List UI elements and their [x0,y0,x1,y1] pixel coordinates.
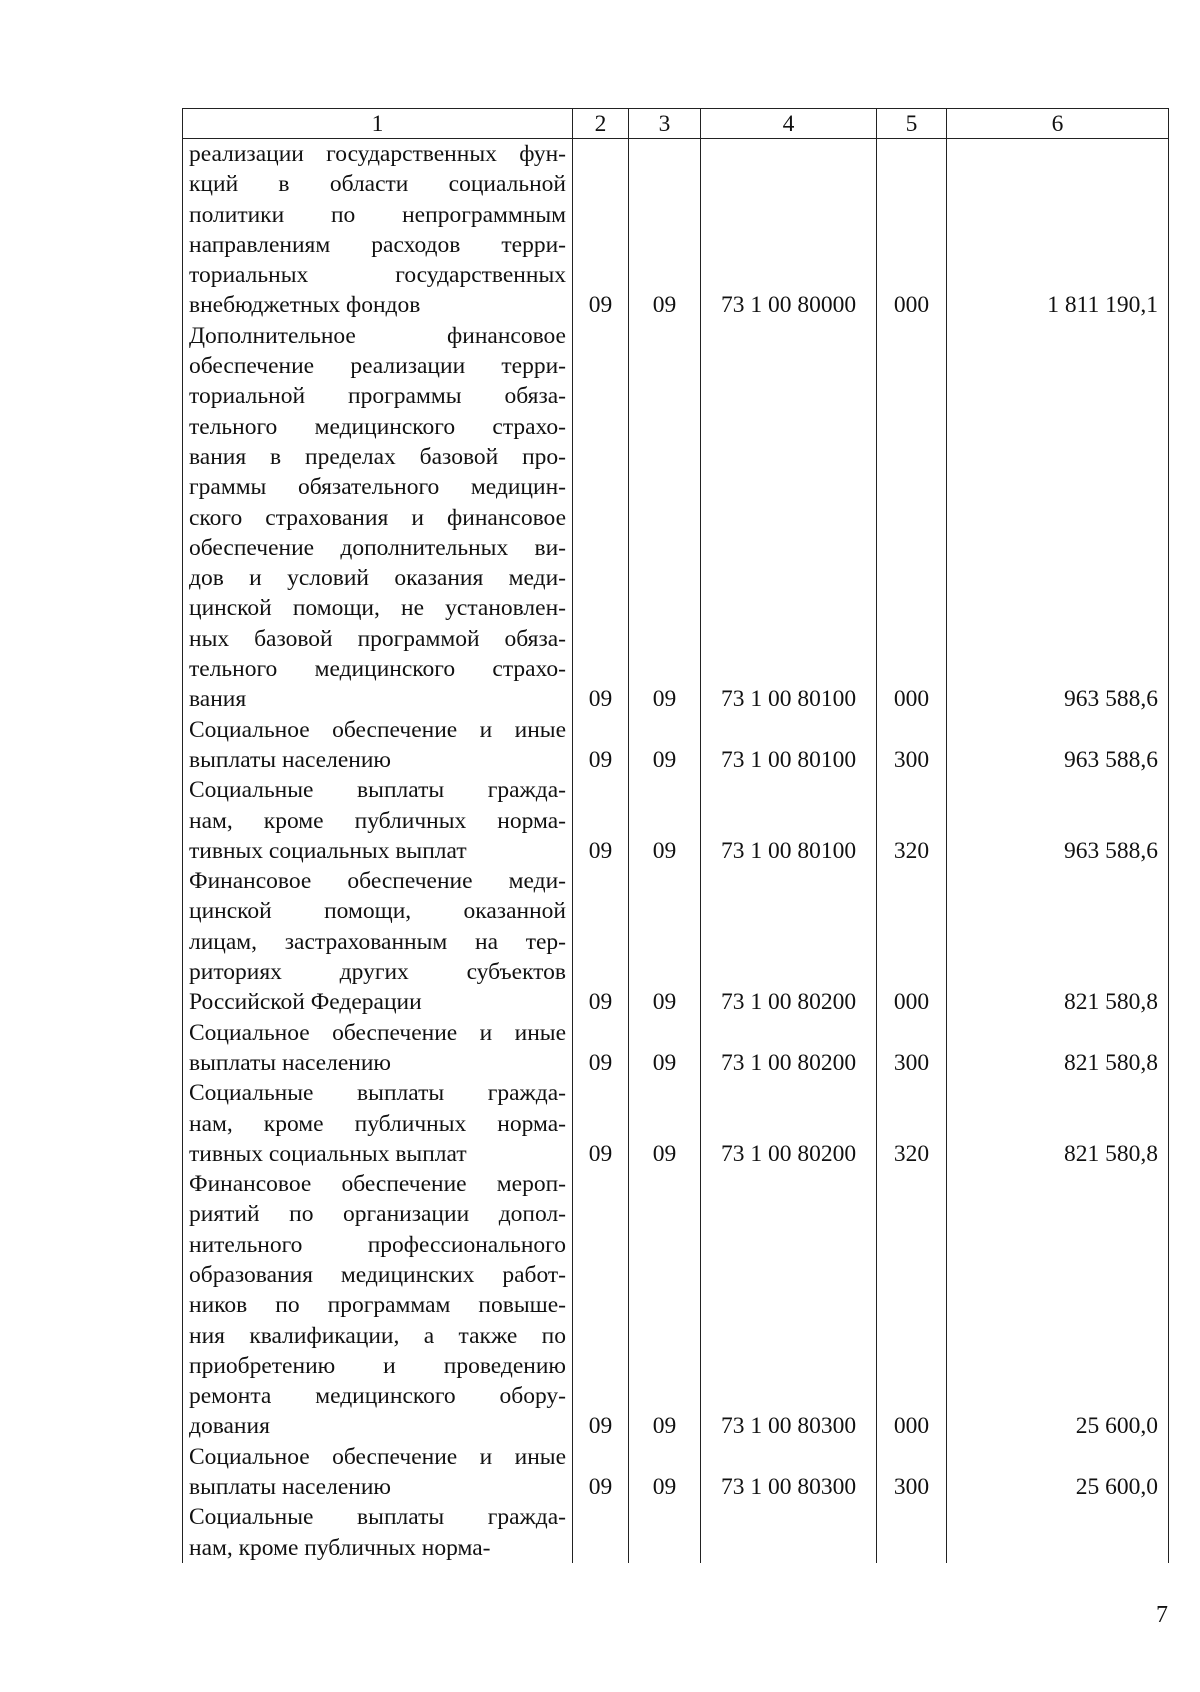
row-name-line: ского страхования и финансовое [189,504,566,531]
row-name-line: тельного медицинского страхо- [189,413,566,440]
section-code-cell: 09 [573,866,629,1017]
amount-cell [947,1502,1169,1563]
row-name-line: цинской помощи, не установлен- [189,595,566,622]
target-article-cell: 73 1 00 80000 [701,139,877,321]
row-name-line: вания [189,686,247,713]
row-name-line: Социальное обеспечение и иные [189,716,566,743]
row-name-line: Социальные выплаты гражда- [189,1080,566,1107]
row-name-line: тивных социальных выплат [189,1140,467,1167]
target-article-cell: 73 1 00 80300 [701,1169,877,1442]
row-name-line: ремонта медицинского обору- [189,1383,566,1410]
row-name-line: цинской помощи, оказанной [189,898,566,925]
row-name-cell [183,775,573,866]
row-name-line: нительного профессионального [189,1231,566,1258]
row-name-line: выплаты населению [189,1049,391,1076]
budget-table [182,108,1169,1563]
row-name-line: приобретению и проведению [189,1352,566,1379]
table-row [183,1502,1169,1563]
row-name-cell [183,715,573,776]
row-name-line: нам, кроме публичных норма- [189,807,566,834]
section-code-cell: 09 [573,321,629,715]
row-name-line: Финансовое обеспечение меди- [189,868,566,895]
column-header-1: 1 [183,109,573,139]
row-name-line: выплаты населению [189,1474,391,1501]
row-name-line: Финансовое обеспечение мероп- [189,1171,566,1198]
target-article-cell: 73 1 00 80100 [701,321,877,715]
row-name-cell [183,1502,573,1563]
subsection-code-cell: 09 [629,139,701,321]
section-code-cell: 09 [573,1018,629,1079]
row-name-line: ников по программам повыше- [189,1292,566,1319]
amount-cell: 821 580,8 [947,866,1169,1017]
subsection-code-cell: 09 [629,321,701,715]
row-name-line: Дополнительное финансовое [189,322,566,349]
expense-type-cell: 300 [877,715,947,776]
header-row [183,109,1169,139]
subsection-code-cell: 09 [629,866,701,1017]
row-name-line: Российской Федерации [189,989,422,1016]
row-name-line: нам, кроме публичных норма- [189,1534,491,1561]
row-name-cell [183,1169,573,1442]
target-article-cell [701,1502,877,1563]
target-article-cell: 73 1 00 80300 [701,1442,877,1503]
section-code-cell: 09 [573,139,629,321]
expense-type-cell: 000 [877,321,947,715]
row-name-line: ториальных государственных [189,262,566,289]
expense-type-cell: 000 [877,866,947,1017]
column-header-4: 4 [701,109,877,139]
row-name-line: ториальной программы обяза- [189,383,566,410]
row-name-line: Социальные выплаты гражда- [189,777,566,804]
row-name-line: обеспечение реализации терри- [189,353,566,380]
row-name-cell [183,321,573,715]
subsection-code-cell: 09 [629,1018,701,1079]
expense-type-cell: 300 [877,1442,947,1503]
section-code-cell: 09 [573,1169,629,1442]
section-code-cell: 09 [573,775,629,866]
row-name-line: Социальное обеспечение и иные [189,1443,566,1470]
column-header-2: 2 [573,109,629,139]
row-name-cell [183,139,573,321]
table-row [183,775,1169,866]
expense-type-cell [877,1502,947,1563]
table-row [183,321,1169,715]
amount-cell: 1 811 190,1 [947,139,1169,321]
table-row [183,1078,1169,1169]
table-header [183,109,1169,139]
row-name-line: риториях других субъектов [189,959,566,986]
row-name-line: тивных социальных выплат [189,837,467,864]
row-name-line: ния квалификации, а также по [189,1322,566,1349]
row-name-cell [183,1078,573,1169]
subsection-code-cell [629,1502,701,1563]
expense-type-cell: 300 [877,1018,947,1079]
expense-type-cell: 000 [877,1169,947,1442]
row-name-line: вания в пределах базовой про- [189,443,566,470]
target-article-cell: 73 1 00 80200 [701,1078,877,1169]
amount-cell: 963 588,6 [947,321,1169,715]
amount-cell: 821 580,8 [947,1018,1169,1079]
table-row [183,1169,1169,1442]
expense-type-cell: 320 [877,775,947,866]
section-code-cell: 09 [573,1442,629,1503]
table-body [183,139,1169,1563]
row-name-line: образования медицинских работ- [189,1261,566,1288]
row-name-line: выплаты населению [189,746,391,773]
row-name-line: граммы обязательного медицин- [189,474,566,501]
amount-cell: 25 600,0 [947,1442,1169,1503]
row-name-line: обеспечение дополнительных ви- [189,534,566,561]
target-article-cell: 73 1 00 80200 [701,866,877,1017]
amount-cell: 821 580,8 [947,1078,1169,1169]
row-name-line: Социальные выплаты гражда- [189,1504,566,1531]
row-name-line: кций в области социальной [189,171,566,198]
amount-cell: 25 600,0 [947,1169,1169,1442]
row-name-line: политики по непрограммным [189,201,566,228]
row-name-cell [183,1442,573,1503]
row-name-cell [183,866,573,1017]
amount-cell: 963 588,6 [947,715,1169,776]
page-number: 7 [1156,1602,1168,1628]
table-row [183,139,1169,321]
table-row [183,1442,1169,1503]
row-name-line: риятий по организации допол- [189,1201,566,1228]
section-code-cell: 09 [573,715,629,776]
row-name-line: нам, кроме публичных норма- [189,1110,566,1137]
column-header-3: 3 [629,109,701,139]
target-article-cell: 73 1 00 80200 [701,1018,877,1079]
target-article-cell: 73 1 00 80100 [701,715,877,776]
row-name-line: лицам, застрахованным на тер- [189,928,566,955]
row-name-line: ных базовой программой обяза- [189,625,566,652]
subsection-code-cell: 09 [629,1078,701,1169]
row-name-line: направлениям расходов терри- [189,231,566,258]
table-row [183,715,1169,776]
section-code-cell [573,1502,629,1563]
subsection-code-cell: 09 [629,715,701,776]
expense-type-cell: 000 [877,139,947,321]
row-name-line: дования [189,1413,270,1440]
row-name-cell [183,1018,573,1079]
row-name-line: тельного медицинского страхо- [189,656,566,683]
subsection-code-cell: 09 [629,775,701,866]
table-row [183,1018,1169,1079]
column-header-6: 6 [947,109,1169,139]
row-name-line: Социальное обеспечение и иные [189,1019,566,1046]
subsection-code-cell: 09 [629,1169,701,1442]
row-name-line: реализации государственных фун- [189,141,566,167]
row-name-line: внебюджетных фондов [189,292,421,319]
target-article-cell: 73 1 00 80100 [701,775,877,866]
section-code-cell: 09 [573,1078,629,1169]
amount-cell: 963 588,6 [947,775,1169,866]
expense-type-cell: 320 [877,1078,947,1169]
table-row [183,866,1169,1017]
subsection-code-cell: 09 [629,1442,701,1503]
row-name-line: дов и условий оказания меди- [189,565,566,592]
column-header-5: 5 [877,109,947,139]
